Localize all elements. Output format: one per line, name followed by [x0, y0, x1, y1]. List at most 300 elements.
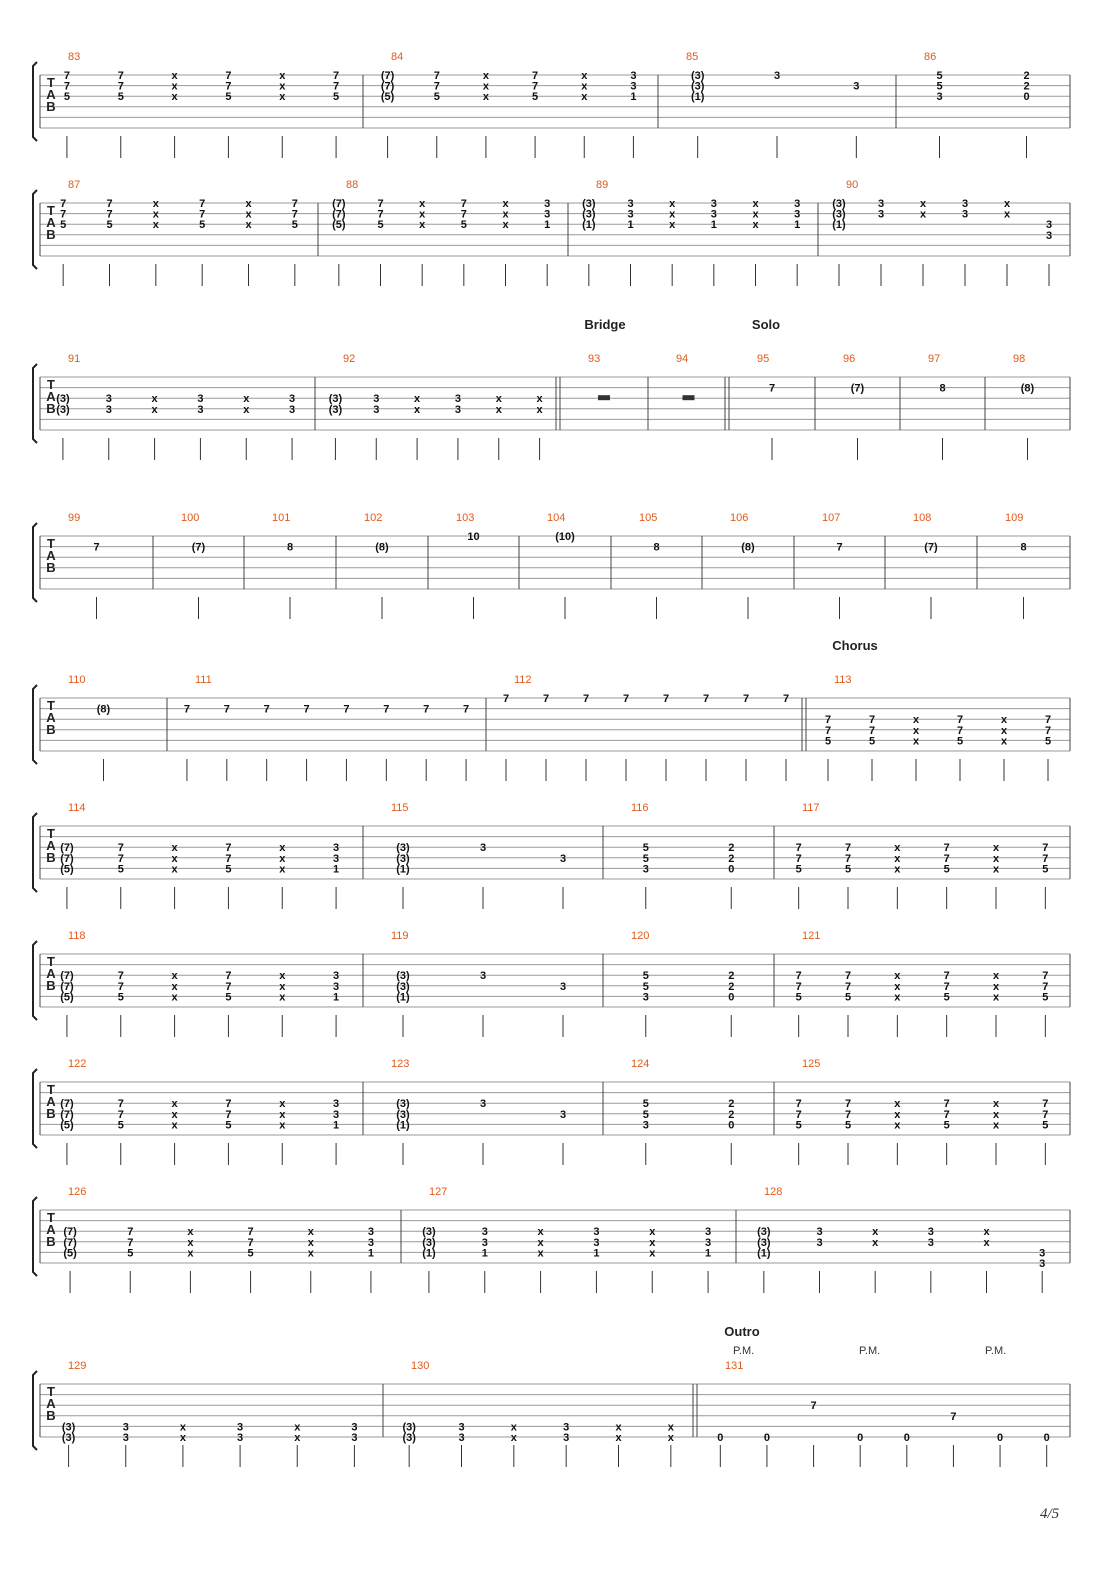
fret-number: (7) — [924, 541, 938, 554]
fret-number: x — [752, 198, 759, 210]
fret-number: (10) — [555, 531, 575, 543]
fret-number: 7 — [502, 693, 510, 705]
fret-number: 8 — [939, 382, 946, 395]
fret-number: x — [912, 714, 920, 727]
fret-number: 7 — [106, 198, 113, 210]
fret-number: 7 — [63, 70, 70, 82]
fret-number: 7 — [433, 80, 440, 93]
fret-number: x — [482, 70, 489, 82]
fret-number: 7 — [60, 198, 67, 210]
fret-number: 7 — [1042, 980, 1049, 993]
fret-number: x — [649, 1226, 656, 1239]
fret-number: x — [245, 219, 252, 232]
fret-number: (3) — [582, 208, 596, 221]
measure-number: 127 — [429, 1186, 448, 1198]
fret-number: (3) — [422, 1236, 436, 1249]
fret-number: 3 — [961, 198, 969, 210]
fret-number: (7) — [332, 208, 346, 221]
fret-number: 7 — [542, 693, 550, 705]
measure-number: 93 — [588, 353, 601, 365]
fret-number: x — [536, 393, 543, 406]
fret-number: x — [894, 991, 901, 1004]
fret-number: 3 — [458, 1421, 465, 1434]
fret-number: 7 — [343, 703, 350, 716]
fret-number: x — [152, 198, 159, 210]
fret-number: x — [279, 1119, 286, 1132]
section-label: Outro — [724, 1324, 760, 1339]
fret-number: 3 — [710, 198, 717, 210]
fret-number: 7 — [63, 80, 70, 93]
fret-number: 5 — [117, 863, 124, 876]
measure-number: 122 — [68, 1058, 87, 1070]
measure-number: 107 — [822, 512, 841, 524]
fret-number: 3 — [544, 208, 551, 221]
fret-number: 5 — [291, 219, 298, 232]
fret-number: (3) — [328, 393, 343, 406]
tab-clef-letter: T — [47, 1384, 55, 1399]
fret-number: 7 — [810, 1400, 817, 1413]
tab-clef-letter: T — [47, 1082, 55, 1097]
tab-clef-letter: B — [46, 401, 56, 416]
fret-number: x — [419, 219, 426, 232]
fret-number: 7 — [303, 703, 310, 716]
fret-number: x — [649, 1247, 656, 1260]
fret-number: (3) — [690, 70, 705, 82]
measure-number: 83 — [68, 51, 81, 63]
fret-number: 0 — [1023, 91, 1030, 104]
fret-number: x — [894, 1108, 901, 1121]
fret-number: 3 — [367, 1226, 374, 1239]
tab-clef-letter: B — [46, 560, 56, 575]
measure-number: 129 — [68, 1360, 87, 1372]
fret-number: 7 — [844, 1098, 852, 1111]
fret-number: 3 — [1039, 1258, 1046, 1270]
fret-number: 3 — [197, 403, 204, 416]
tab-clef-letter: A — [46, 1094, 56, 1109]
fret-number: x — [581, 91, 588, 104]
fret-number: 7 — [225, 1098, 232, 1111]
fret-number: 7 — [943, 1108, 950, 1121]
system-bracket — [33, 364, 37, 443]
fret-number: 7 — [943, 980, 950, 993]
fret-number: 3 — [237, 1432, 244, 1444]
fret-number: 2 — [728, 980, 735, 993]
fret-number: 5 — [642, 1108, 649, 1121]
fret-number: 3 — [1039, 1247, 1046, 1260]
fret-number: x — [171, 1098, 178, 1111]
tab-clef-letter: B — [46, 1106, 56, 1121]
fret-number: x — [151, 403, 158, 416]
fret-number: 5 — [532, 91, 539, 104]
fret-number: (3) — [396, 970, 410, 983]
fret-number: (5) — [60, 1119, 74, 1132]
fret-number: 1 — [705, 1247, 712, 1260]
measure-number: 120 — [631, 930, 650, 942]
fret-number: 7 — [844, 852, 852, 865]
fret-number: x — [537, 1247, 544, 1260]
fret-number: x — [307, 1247, 314, 1260]
fret-number: x — [414, 403, 421, 416]
fret-number: 7 — [463, 703, 470, 716]
fret-number: (3) — [396, 980, 410, 993]
fret-number: 7 — [956, 714, 964, 727]
tab-clef-letter: B — [46, 227, 56, 242]
fret-number: 7 — [795, 1098, 802, 1111]
fret-number: x — [992, 1119, 1000, 1132]
fret-number: 3 — [627, 198, 634, 210]
fret-number: (3) — [832, 208, 846, 221]
fret-number: 1 — [333, 991, 340, 1004]
fret-number: x — [1003, 208, 1011, 221]
measure-number: 86 — [924, 51, 937, 63]
fret-number: 3 — [454, 403, 461, 416]
fret-number: 5 — [642, 1098, 649, 1111]
fret-number: x — [992, 970, 1000, 983]
fret-number: 7 — [117, 70, 124, 82]
fret-number: 7 — [225, 1108, 232, 1121]
fret-number: x — [279, 970, 286, 983]
fret-number: 7 — [844, 980, 852, 993]
fret-number: 5 — [117, 91, 124, 104]
fret-number: 5 — [117, 991, 124, 1004]
palm-mute-label: P.M. — [733, 1345, 755, 1357]
fret-number: 5 — [377, 219, 384, 232]
fret-number: x — [615, 1432, 622, 1444]
fret-number: 7 — [1042, 842, 1049, 855]
fret-number: 3 — [351, 1432, 358, 1444]
fret-number: 1 — [544, 219, 551, 232]
fret-number: 3 — [642, 1119, 649, 1132]
fret-number: 7 — [795, 980, 802, 993]
tab-clef-letter: T — [47, 1210, 55, 1225]
fret-number: x — [752, 219, 759, 232]
fret-number: 3 — [816, 1236, 823, 1249]
fret-number: 2 — [1023, 80, 1030, 93]
system-bracket — [33, 1069, 37, 1148]
fret-number: 7 — [433, 70, 440, 82]
system-bracket — [33, 523, 37, 602]
fret-number: 3 — [559, 980, 567, 993]
tab-clef-letter: T — [47, 75, 55, 90]
measure-number: 104 — [547, 512, 566, 524]
fret-number: 2 — [728, 970, 735, 983]
fret-number: x — [919, 208, 927, 221]
fret-number: 7 — [117, 970, 124, 983]
fret-number: (1) — [396, 991, 410, 1004]
fret-number: 5 — [1042, 863, 1049, 876]
fret-number: (8) — [375, 541, 389, 554]
fret-number: 5 — [1042, 1119, 1049, 1132]
fret-number: x — [894, 852, 901, 865]
fret-number: (1) — [422, 1247, 436, 1260]
fret-number: 3 — [559, 1108, 567, 1121]
fret-number: 3 — [563, 1421, 570, 1434]
fret-number: x — [179, 1421, 186, 1434]
fret-number: x — [983, 1226, 990, 1239]
fret-number: 5 — [943, 1119, 950, 1132]
fret-number: 5 — [199, 219, 206, 232]
fret-number: x — [419, 198, 426, 210]
fret-number: 2 — [728, 1108, 735, 1121]
tab-system — [33, 512, 1070, 619]
fret-number: 0 — [857, 1432, 864, 1444]
fret-number: x — [669, 219, 676, 232]
section-label: Solo — [751, 317, 781, 332]
fret-number: 7 — [795, 970, 802, 983]
fret-number: 5 — [247, 1247, 254, 1260]
fret-number: (3) — [56, 403, 70, 416]
fret-number: 7 — [956, 724, 964, 737]
fret-number: 5 — [106, 219, 113, 232]
measure-number: 105 — [639, 512, 658, 524]
fret-number: 5 — [642, 842, 649, 855]
fret-number: 5 — [844, 1119, 852, 1132]
fret-number: 10 — [467, 531, 480, 543]
fret-number: 8 — [286, 541, 294, 554]
fret-number: x — [245, 208, 252, 221]
fret-number: 5 — [333, 91, 340, 104]
fret-number: x — [151, 393, 158, 406]
fret-number: 1 — [627, 219, 634, 232]
fret-number: 7 — [868, 724, 876, 737]
tab-system — [33, 317, 1070, 460]
fret-number: x — [307, 1236, 314, 1249]
fret-number: 0 — [728, 863, 735, 876]
fret-number: 3 — [105, 403, 112, 416]
fret-number: 7 — [844, 970, 852, 983]
fret-number: 5 — [642, 970, 649, 983]
tab-clef-letter: T — [47, 203, 55, 218]
measure-number: 97 — [928, 353, 941, 365]
fret-number: 3 — [710, 208, 717, 221]
fret-number: 7 — [423, 703, 430, 716]
fret-number: 7 — [868, 714, 876, 727]
fret-number: 7 — [117, 980, 124, 993]
fret-number: (7) — [850, 382, 865, 395]
fret-number: x — [187, 1226, 194, 1239]
fret-number: x — [502, 208, 509, 221]
measure-number: 99 — [68, 512, 81, 524]
fret-number: x — [669, 198, 676, 210]
fret-number: (1) — [757, 1247, 771, 1260]
fret-number: 3 — [481, 1236, 488, 1249]
fret-number: x — [243, 393, 250, 406]
measure-number: 85 — [686, 51, 699, 63]
fret-number: 5 — [63, 91, 70, 104]
fret-number: (3) — [328, 403, 343, 416]
fret-number: 7 — [824, 724, 832, 737]
measure-number: 101 — [272, 512, 291, 524]
fret-number: 7 — [824, 714, 832, 727]
measure-number: 84 — [391, 51, 404, 63]
fret-number: (3) — [56, 393, 70, 406]
tab-clef-letter: T — [47, 377, 55, 392]
fret-number: 7 — [199, 208, 206, 221]
fret-number: x — [294, 1421, 301, 1434]
measure-number: 88 — [346, 179, 359, 191]
fret-number: 3 — [479, 842, 487, 855]
fret-number: 5 — [844, 863, 852, 876]
fret-number: 0 — [728, 991, 735, 1004]
fret-number: (3) — [61, 1421, 76, 1434]
fret-number: (3) — [832, 198, 846, 210]
fret-number: 7 — [943, 1098, 950, 1111]
system-bracket — [33, 941, 37, 1020]
measure-number: 87 — [68, 179, 81, 191]
fret-number: 3 — [630, 80, 637, 93]
fret-number: 0 — [1043, 1432, 1050, 1444]
fret-number: x — [243, 403, 250, 416]
measure-number: 124 — [631, 1058, 650, 1070]
fret-number: 3 — [877, 208, 885, 221]
fret-number: 3 — [122, 1421, 129, 1434]
tab-clef-letter: B — [46, 850, 56, 865]
fret-number: 7 — [1042, 852, 1049, 865]
fret-number: x — [1000, 714, 1008, 727]
fret-number: 7 — [844, 842, 852, 855]
fret-number: 7 — [1042, 1108, 1049, 1121]
system-bracket — [33, 190, 37, 269]
fret-number: 7 — [291, 208, 298, 221]
fret-number: x — [536, 403, 543, 416]
fret-number: 3 — [333, 852, 340, 865]
fret-number: 3 — [642, 863, 649, 876]
fret-number: (5) — [63, 1247, 77, 1260]
fret-number: x — [279, 1108, 286, 1121]
tab-clef-letter: A — [46, 1222, 56, 1237]
fret-number: x — [279, 80, 286, 93]
fret-number: (5) — [60, 863, 74, 876]
fret-number: x — [171, 70, 178, 82]
fret-number: 7 — [532, 70, 539, 82]
section-label: Bridge — [584, 317, 626, 332]
fret-number: 3 — [627, 208, 634, 221]
fret-number: 0 — [763, 1432, 770, 1444]
fret-number: 7 — [117, 852, 124, 865]
fret-number: 7 — [225, 970, 232, 983]
fret-number: 7 — [106, 208, 113, 221]
tab-clef-letter: T — [47, 826, 55, 841]
fret-number: (3) — [690, 80, 705, 93]
fret-number: 7 — [333, 70, 340, 82]
fret-number: (3) — [396, 852, 410, 865]
fret-number: 8 — [1020, 541, 1027, 554]
fret-number: (7) — [380, 80, 395, 93]
fret-number: 3 — [927, 1236, 934, 1249]
fret-number: x — [919, 198, 927, 210]
fret-number: (3) — [582, 198, 596, 210]
fret-number: 7 — [622, 693, 630, 705]
section-label: Chorus — [832, 638, 878, 653]
measure-number: 108 — [913, 512, 932, 524]
fret-number: x — [482, 80, 489, 93]
fret-number: 0 — [728, 1119, 735, 1132]
tab-clef-letter: B — [46, 722, 56, 737]
fret-number: 7 — [225, 70, 232, 82]
fret-number: x — [992, 980, 1000, 993]
fret-number: 3 — [481, 1226, 488, 1239]
measure-number: 121 — [802, 930, 821, 942]
fret-number: x — [152, 219, 159, 232]
measure-number: 131 — [725, 1360, 744, 1372]
fret-number: (1) — [690, 91, 705, 104]
fret-number: 5 — [642, 852, 649, 865]
fret-number: 3 — [705, 1236, 712, 1249]
fret-number: 5 — [433, 91, 440, 104]
measure-number: 125 — [802, 1058, 821, 1070]
fret-number: 3 — [351, 1421, 358, 1434]
fret-number: 5 — [117, 1119, 124, 1132]
fret-number: 5 — [460, 219, 467, 232]
fret-number: (5) — [380, 91, 395, 104]
fret-number: 3 — [122, 1432, 129, 1444]
fret-number: 5 — [225, 91, 232, 104]
system-bracket — [33, 1371, 37, 1450]
measure-number: 103 — [456, 512, 475, 524]
fret-number: x — [171, 852, 178, 865]
fret-number: 8 — [653, 541, 660, 554]
fret-number: 7 — [225, 852, 232, 865]
fret-number: 7 — [844, 1108, 852, 1121]
fret-number: x — [667, 1421, 674, 1434]
fret-number: 5 — [1042, 991, 1049, 1004]
fret-number: 1 — [367, 1247, 374, 1260]
fret-number: x — [537, 1236, 544, 1249]
fret-number: x — [171, 980, 178, 993]
fret-number: x — [279, 91, 286, 104]
fret-number: 7 — [93, 541, 100, 554]
tab-clef-letter: A — [46, 1396, 56, 1411]
fret-number: x — [187, 1247, 194, 1260]
fret-number: 5 — [844, 991, 852, 1004]
fret-number: (1) — [582, 219, 596, 232]
measure-number: 91 — [68, 353, 81, 365]
fret-number: 3 — [289, 393, 296, 406]
fret-number: 2 — [1023, 70, 1030, 82]
fret-number: x — [992, 1108, 1000, 1121]
fret-number: x — [537, 1226, 544, 1239]
fret-number: 7 — [263, 703, 270, 716]
fret-number: (7) — [63, 1226, 77, 1239]
fret-number: 3 — [458, 1432, 465, 1444]
fret-number: 7 — [377, 198, 384, 210]
fret-number: (7) — [60, 1098, 74, 1111]
fret-number: (3) — [402, 1421, 416, 1434]
measure-number: 123 — [391, 1058, 410, 1070]
fret-number: 7 — [223, 703, 230, 716]
fret-number: 3 — [936, 91, 943, 104]
whole-rest — [683, 395, 695, 400]
fret-number: x — [502, 219, 509, 232]
fret-number: 3 — [333, 1098, 340, 1111]
fret-number: 7 — [795, 842, 802, 855]
whole-rest — [598, 395, 610, 400]
fret-number: 3 — [479, 970, 487, 983]
tab-system — [33, 179, 1070, 286]
fret-number: 3 — [289, 403, 296, 416]
fret-number: x — [912, 724, 920, 737]
fret-number: 1 — [333, 1119, 340, 1132]
fret-number: (1) — [396, 863, 410, 876]
measure-number: 95 — [757, 353, 770, 365]
measure-number: 98 — [1013, 353, 1026, 365]
tab-system — [33, 638, 1070, 781]
fret-number: 7 — [1042, 970, 1049, 983]
fret-number: 7 — [943, 970, 950, 983]
tab-clef-letter: A — [46, 389, 56, 404]
fret-number: (7) — [63, 1236, 77, 1249]
fret-number: x — [894, 980, 901, 993]
